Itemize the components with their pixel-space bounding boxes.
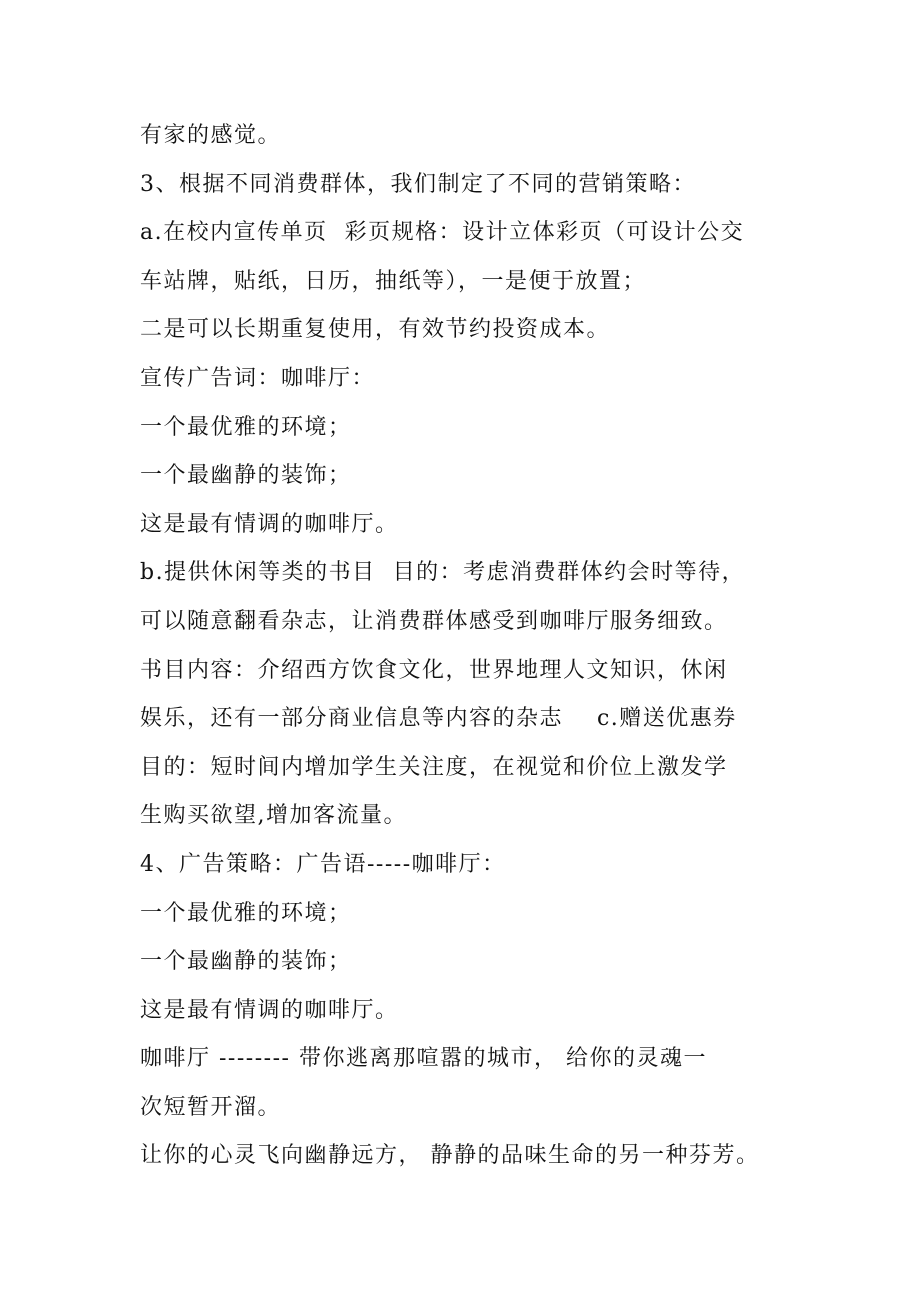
text-line: b.提供休闲等类的书目 目的：考虑消费群体约会时等待， [140, 560, 746, 586]
text-line: 二是可以长期重复使用，有效节约投资成本。 [140, 317, 611, 343]
text-line: 可以随意翻看杂志，让消费群体感受到咖啡厅服务细致。 [140, 608, 728, 634]
text-line: 3、根据不同消费群体，我们制定了不同的营销策略： [140, 171, 696, 197]
text-line: 车站牌，贴纸，日历，抽纸等），一是便于放置； [140, 268, 647, 294]
text-line: 一个最幽静的装饰； [140, 463, 352, 489]
text-line: 生购买欲望,增加客流量。 [140, 803, 407, 829]
text-line: 宣传广告词：咖啡厅： [140, 365, 376, 391]
text-line: 这是最有情调的咖啡厅。 [140, 511, 399, 537]
text-line: 次短暂开溜。 [140, 1094, 282, 1120]
text-line: 让你的心灵飞向幽静远方， 静静的品味生命的另一种芬芳。 [140, 1143, 760, 1169]
text-line: 4、广告策略：广告语-----咖啡厅： [140, 851, 506, 877]
text-line: 书目内容：介绍西方饮食文化，世界地理人文知识，休闲 [140, 657, 728, 683]
text-line: 一个最优雅的环境； [140, 414, 352, 440]
text-line: 有家的感觉。 [140, 123, 282, 148]
text-line: 一个最优雅的环境； [140, 900, 352, 926]
text-line: 这是最有情调的咖啡厅。 [140, 997, 399, 1023]
text-line: 娱乐，还有一部分商业信息等内容的杂志 c.赠送优惠券 [140, 706, 737, 732]
text-line: 目的：短时间内增加学生关注度，在视觉和价位上激发学 [140, 754, 728, 780]
document-body [140, 112, 820, 1181]
text-line: 咖啡厅 -------- 带你逃离那喧嚣的城市， 给你的灵魂一 [140, 1046, 707, 1072]
text-line: 一个最幽静的装饰； [140, 949, 352, 975]
text-line: a.在校内宣传单页 彩页规格：设计立体彩页（可设计公交 [140, 220, 745, 246]
